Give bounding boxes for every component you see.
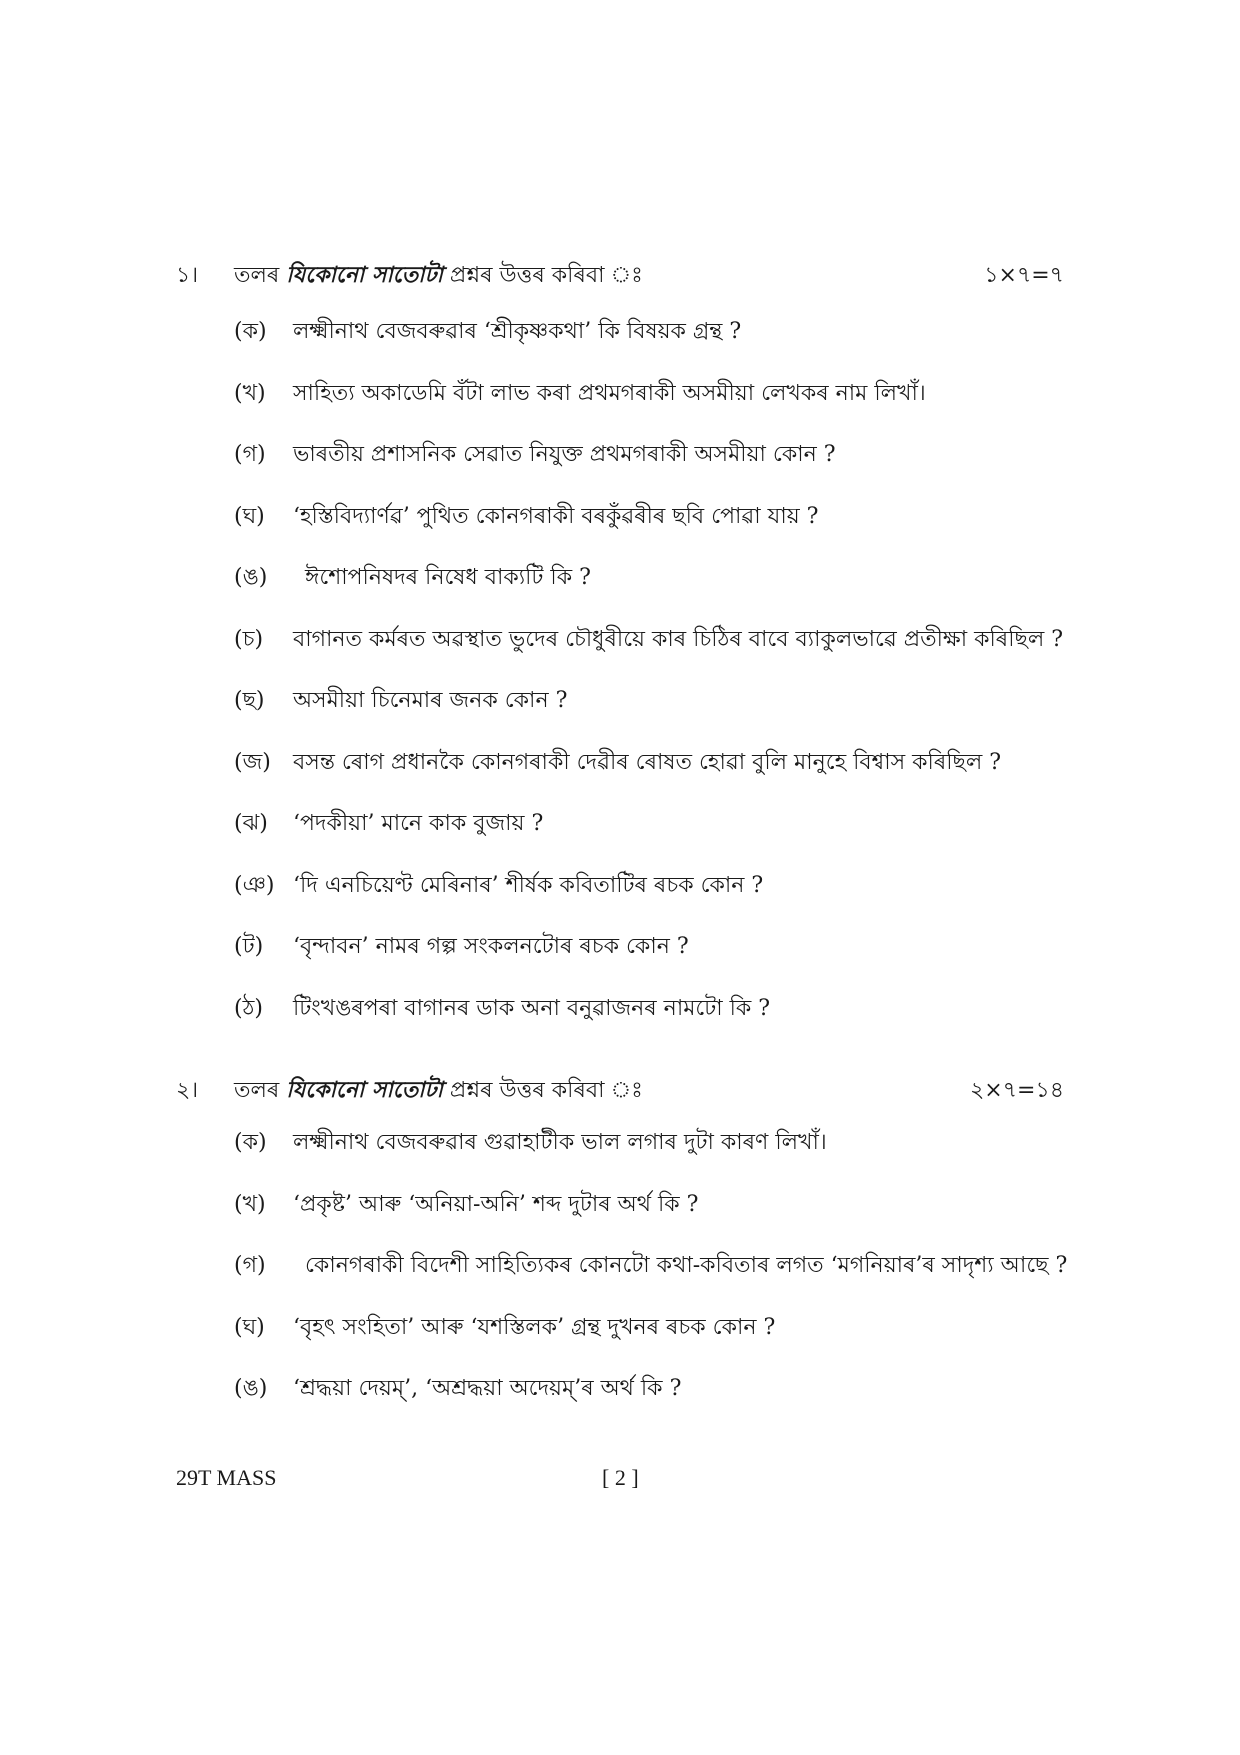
question-section-2	[0, 1067, 1240, 1417]
question-label: (ক)	[234, 1130, 267, 1155]
question-text: ‘বৃহৎ সংহিতা’ আৰু ‘যশস্তিলক’ গ্ৰন্থ দুখনৰ ৰচক কোন ?	[293, 1314, 776, 1340]
question-label: (ঙ)	[234, 1376, 268, 1401]
question-label: (ক)	[234, 319, 267, 344]
question-label: (চ)	[234, 626, 264, 652]
question-item	[0, 790, 1240, 852]
question-label: (ছ)	[234, 688, 265, 713]
question-text: ‘প্ৰকৃষ্ট’ আৰু ‘অনিয়া-অনি’ শব্দ দুটাৰ অৰ্থ কি ?	[293, 1191, 699, 1217]
question-label: (ঞ)	[234, 872, 275, 898]
question-label: (গ)	[234, 442, 266, 467]
question-item	[0, 360, 1240, 422]
question-text: ঈশোপনিষদৰ নিষেধ বাক্যটি কি ?	[305, 565, 591, 590]
section-header	[0, 252, 1240, 292]
question-text: লক্ষ্মীনাথ বেজবৰুৱাৰ গুৱাহাটীক ভাল লগাৰ দুটা কাৰণ লিখাঁ।	[293, 1130, 827, 1155]
question-item	[0, 483, 1240, 545]
question-item	[0, 1355, 1240, 1417]
page-footer	[0, 1465, 1240, 1505]
question-text: টিংখঙৰপৰা বাগানৰ ডাক অনা বনুৱাজনৰ নামটো কি ?	[293, 995, 771, 1021]
question-item	[0, 1109, 1240, 1171]
question-item	[0, 1171, 1240, 1233]
question-text: বসন্ত ৰোগ প্ৰধানকৈ কোনগৰাকী দেৱীৰ ৰোষত হোৱা বুলি মানুহে বিশ্বাস কৰিছিল ?	[293, 749, 1002, 775]
paper-code: 29T MASS	[176, 1465, 277, 1490]
section-instruction	[234, 1073, 643, 1110]
question-text: ‘বৃন্দাবন’ নামৰ গল্প সংকলনটোৰ ৰচক কোন ?	[293, 934, 689, 959]
section-number: ১।	[176, 263, 199, 288]
question-label: (ঙ)	[234, 565, 268, 590]
question-section-1	[0, 252, 1240, 1036]
question-item	[0, 421, 1240, 483]
question-label: (ঠ)	[234, 995, 263, 1021]
question-label: (ঘ)	[234, 503, 265, 529]
instruction-prefix: তলৰ	[234, 1078, 287, 1103]
question-label: (ঘ)	[234, 1314, 265, 1340]
question-item	[0, 913, 1240, 975]
instruction-prefix: তলৰ	[234, 263, 287, 288]
section-instruction	[234, 258, 643, 295]
question-item	[0, 1294, 1240, 1356]
section-marks: ২×৭=১৪	[969, 1078, 1064, 1103]
question-text: ‘দি এনচিয়েণ্ট মেৰিনাৰ’ শীৰ্ষক কবিতাটিৰ ৰচক কোন ?	[293, 872, 764, 898]
question-text: ‘শ্ৰদ্ধয়া দেয়ম্’, ‘অশ্ৰদ্ধয়া অদেয়ম্’ৰ অৰ্থ কি ?	[293, 1376, 682, 1401]
question-item	[0, 667, 1240, 729]
question-label: (ঝ)	[234, 811, 268, 836]
question-text: লক্ষ্মীনাথ বেজবৰুৱাৰ ‘শ্ৰীকৃষ্ণকথা’ কি বিষয়ক গ্ৰন্থ ?	[293, 319, 742, 344]
instruction-emphasis: যিকোনো সাতোটা	[286, 1077, 443, 1103]
page-number: [ 2 ]	[602, 1465, 639, 1490]
question-list	[0, 298, 1240, 1036]
question-text: ভাৰতীয় প্ৰশাসনিক সেৱাত নিযুক্ত প্ৰথমগৰাকী অসমীয়া কোন ?	[293, 442, 836, 467]
question-text: সাহিত্য অকাডেমি বঁটা লাভ কৰা প্ৰথমগৰাকী অসমীয়া লেখকৰ নাম লিখাঁ।	[293, 380, 926, 406]
question-item	[0, 1232, 1240, 1294]
question-item	[0, 606, 1240, 668]
question-label: (খ)	[234, 380, 266, 406]
section-number: ২।	[176, 1078, 199, 1103]
question-label: (খ)	[234, 1191, 266, 1217]
instruction-emphasis: যিকোনো সাতোটা	[286, 262, 443, 288]
question-item	[0, 729, 1240, 791]
section-header	[0, 1067, 1240, 1107]
question-text: অসমীয়া চিনেমাৰ জনক কোন ?	[293, 688, 568, 713]
question-item	[0, 975, 1240, 1037]
question-text: ‘হস্তিবিদ্যাৰ্ণৱ’ পুথিত কোনগৰাকী বৰকুঁৱৰীৰ ছবি পোৱা যায় ?	[293, 503, 819, 529]
instruction-suffix: প্ৰশ্নৰ উত্তৰ কৰিবা ঃ	[442, 1078, 643, 1103]
question-item	[0, 298, 1240, 360]
question-item	[0, 852, 1240, 914]
question-label: (ট)	[234, 934, 264, 959]
question-label: (জ)	[234, 749, 271, 775]
section-marks: ১×৭=৭	[984, 263, 1064, 288]
question-text: কোনগৰাকী বিদেশী সাহিত্যিকৰ কোনটো কথা-কবিতাৰ লগত ‘মগনিয়াৰ’ৰ সাদৃশ্য আছে ?	[305, 1253, 1068, 1278]
question-text: বাগানত কৰ্মৰত অৱস্থাত ভুদেৰ চৌধুৰীয়ে কাৰ চিঠিৰ বাবে ব্যাকুলভাৱে প্ৰতীক্ষা কৰিছিল ?	[293, 626, 1064, 652]
question-label: (গ)	[234, 1253, 266, 1278]
instruction-suffix: প্ৰশ্নৰ উত্তৰ কৰিবা ঃ	[442, 263, 643, 288]
question-item	[0, 544, 1240, 606]
question-text: ‘পদকীয়া’ মানে কাক বুজায় ?	[293, 811, 544, 836]
question-list	[0, 1109, 1240, 1417]
